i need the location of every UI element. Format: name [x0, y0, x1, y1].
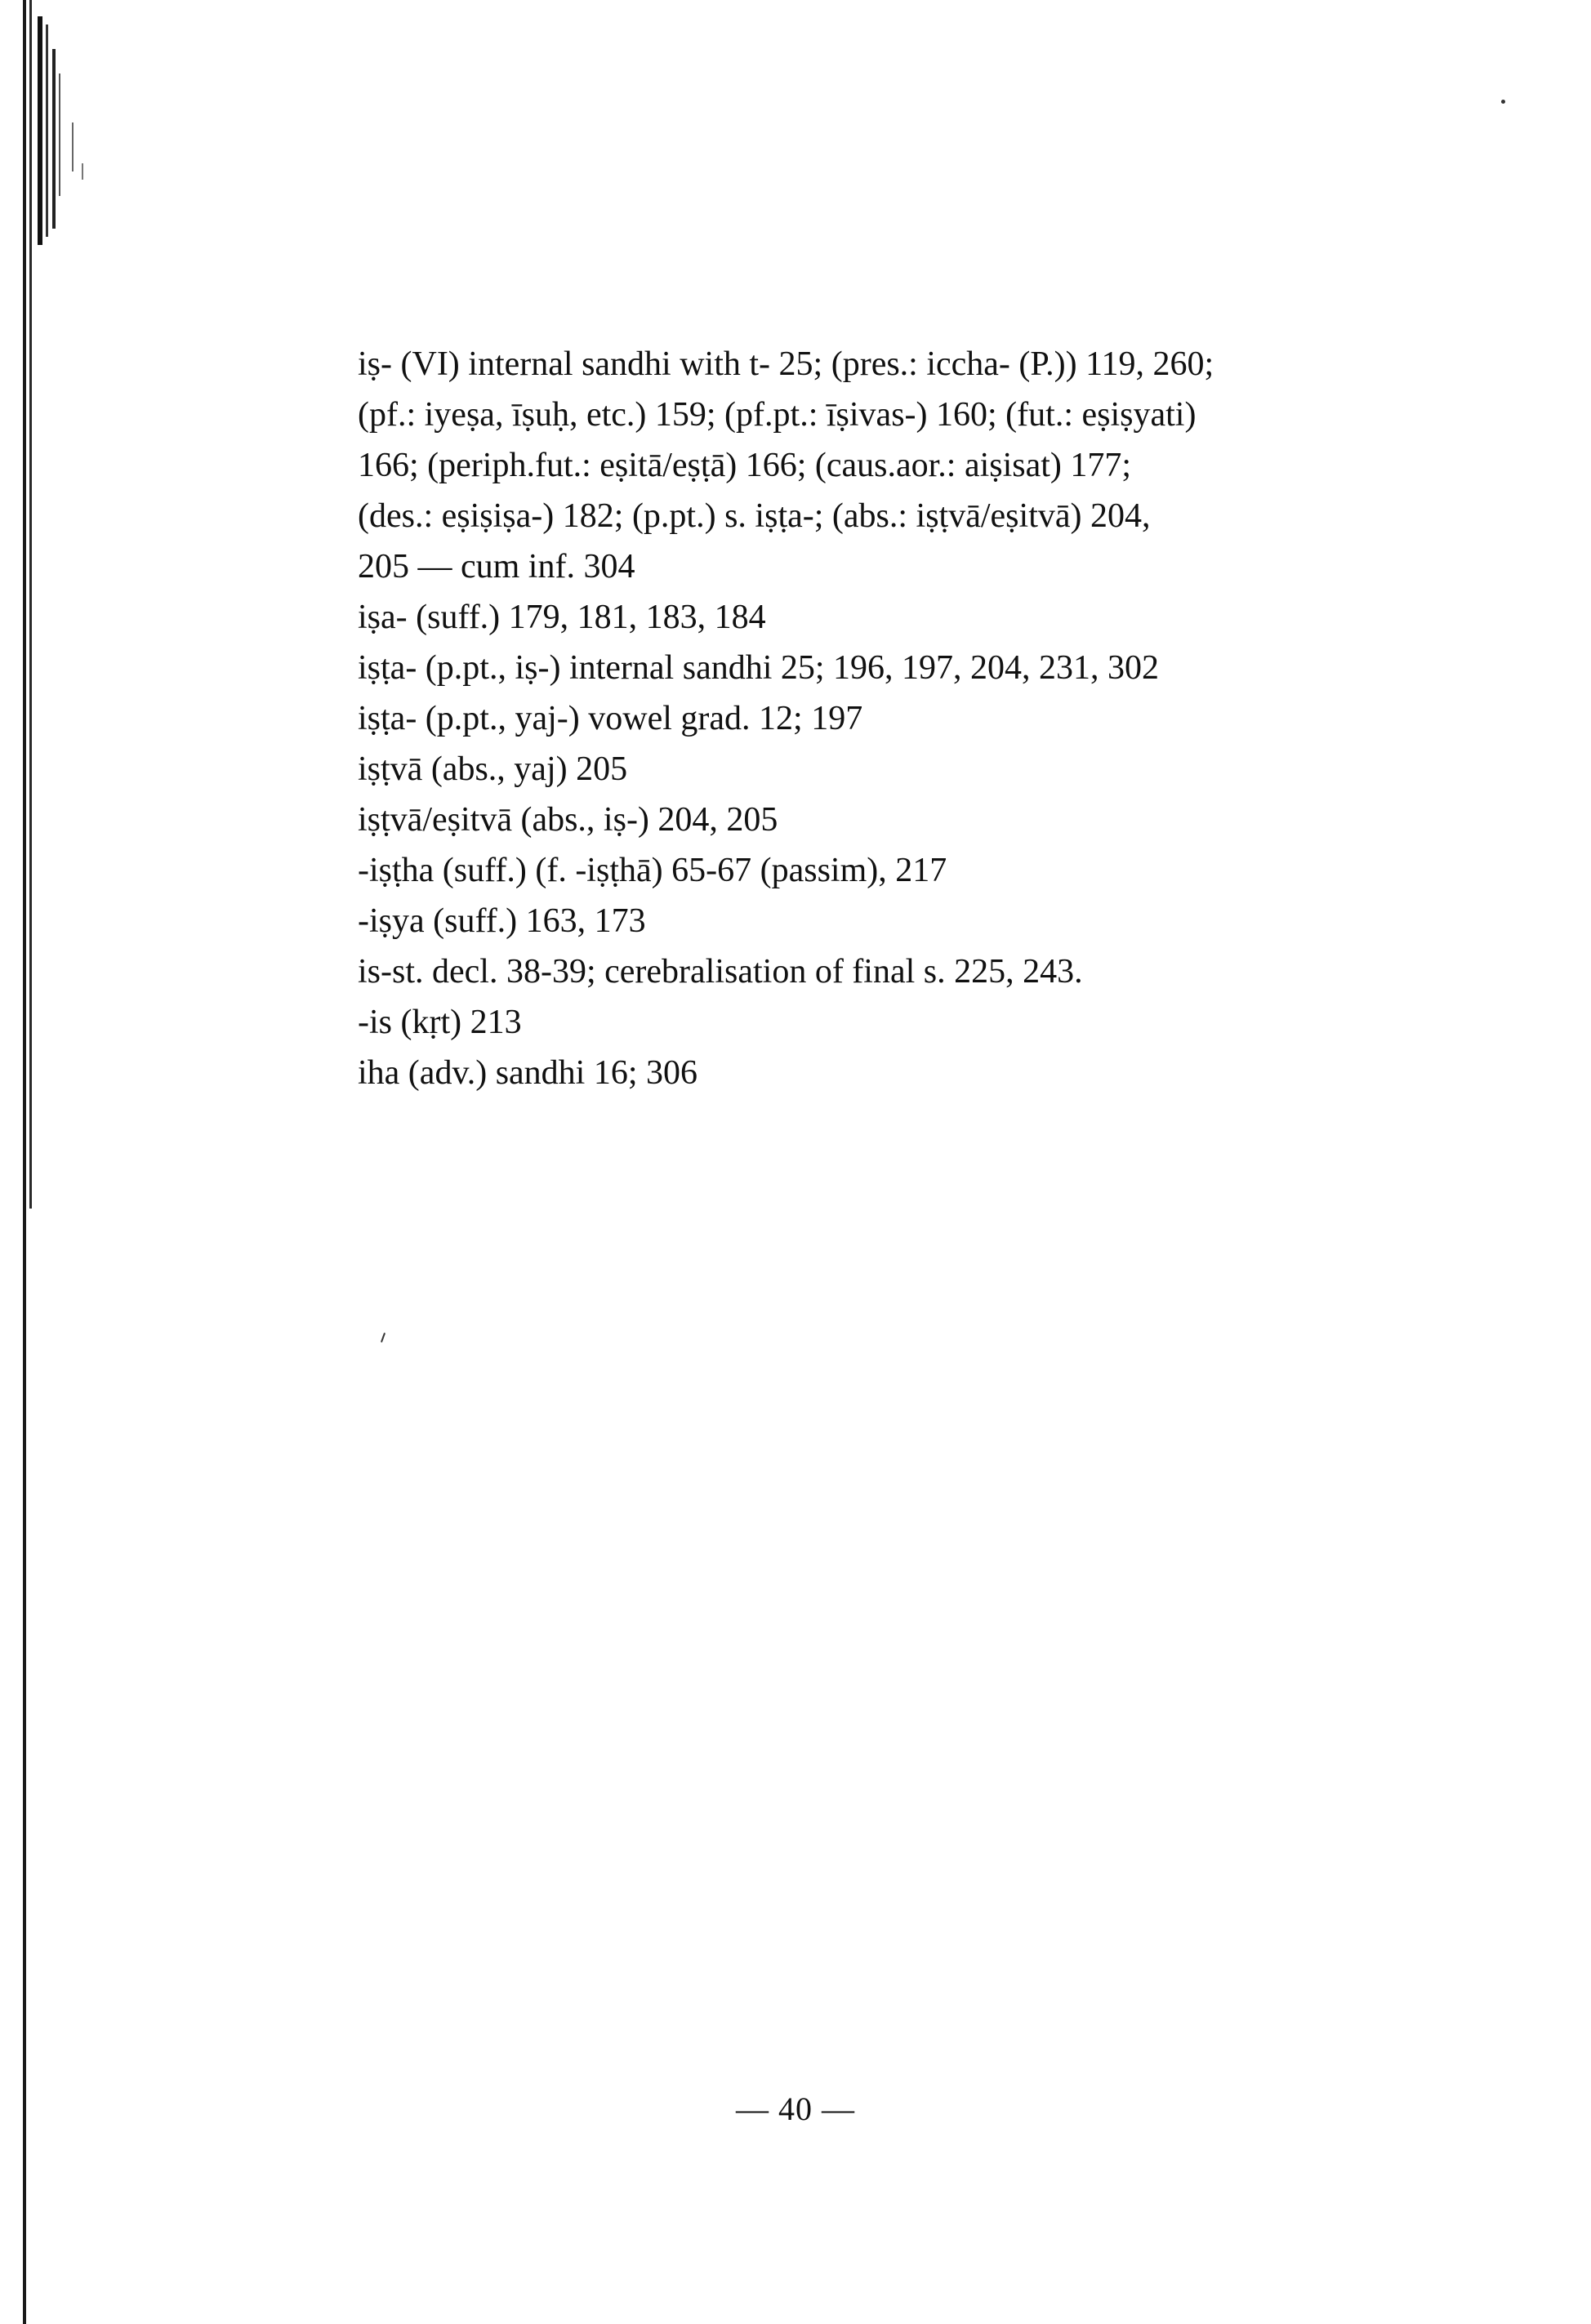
index-entry-iha — [358, 1048, 1468, 1098]
entry-line: -iṣya (suff.) 163, 173 — [358, 902, 646, 940]
page-number: — 40 — — [736, 2090, 855, 2127]
entry-line: iṣṭa- (p.pt., iṣ-) internal sandhi 25; 196, 197, 204, 231, 302 — [358, 649, 1160, 687]
index-entry-istha-suff — [358, 845, 1468, 896]
entry-line: is-st. decl. 38-39; cerebralisation of final s. 225, 243. — [358, 953, 1083, 991]
index-entry-ista-yaj — [358, 693, 1468, 744]
entry-line: iṣa- (suff.) 179, 181, 183, 184 — [358, 599, 766, 636]
entry-line: iṣṭvā (abs., yaj) 205 — [358, 750, 628, 788]
index-entry-isa-suff — [358, 592, 1468, 643]
index-entry-istva — [358, 744, 1468, 795]
index-entries — [358, 339, 1468, 1098]
index-entry-is-krt — [358, 997, 1468, 1048]
entry-line: iha (adv.) sandhi 16; 306 — [358, 1054, 698, 1092]
entry-line: iṣ- (VI) internal sandhi with t- 25; (pres.: iccha- (P.)) 119, 260; — [358, 345, 1214, 383]
entry-line: -iṣṭha (suff.) (f. -iṣṭhā) 65-67 (passim), 217 — [358, 852, 947, 889]
index-entry-is-st — [358, 946, 1468, 997]
index-entry-istva-esitva — [358, 795, 1468, 845]
entry-line: (pf.: iyeṣa, īṣuḥ, etc.) 159; (pf.pt.: īṣivas-) 160; (fut.: eṣiṣyati) — [358, 396, 1197, 434]
index-entry-is — [358, 339, 1468, 592]
entry-line: iṣṭa- (p.pt., yaj-) vowel grad. 12; 197 — [358, 700, 863, 737]
entry-line: (des.: eṣiṣiṣa-) 182; (p.pt.) s. iṣṭa-; (abs.: iṣṭvā/eṣitvā) 204, — [358, 497, 1151, 535]
index-entry-isya-suff — [358, 896, 1468, 946]
entry-line: iṣṭvā/eṣitvā (abs., iṣ-) 204, 205 — [358, 801, 778, 839]
stray-tick — [381, 1333, 385, 1342]
scan-binding-edge — [23, 0, 113, 2324]
stray-dot — [1501, 100, 1505, 104]
entry-line: 205 — cum inf. 304 — [358, 548, 635, 585]
entry-line: 166; (periph.fut.: eṣitā/eṣṭā) 166; (caus.aor.: aiṣisat) 177; — [358, 447, 1132, 484]
entry-line: -is (kṛt) 213 — [358, 1004, 522, 1041]
index-entry-ista-is — [358, 643, 1468, 693]
